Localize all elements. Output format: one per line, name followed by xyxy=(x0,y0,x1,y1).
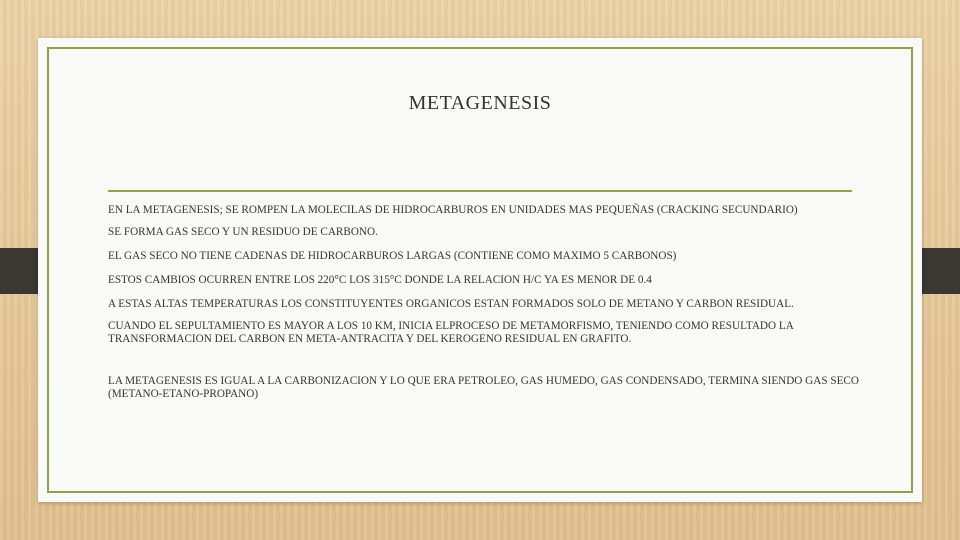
slide-card xyxy=(38,38,922,502)
paragraph: A ESTAS ALTAS TEMPERATURAS LOS CONSTITUYENTES ORGANICOS ESTAN FORMADOS SOLO DE METANO Y CARBON RESIDUAL. xyxy=(108,298,794,310)
paragraph: SE FORMA GAS SECO Y UN RESIDUO DE CARBONO. xyxy=(108,226,378,238)
slide-title: METAGENESIS xyxy=(408,92,552,114)
paragraph: ESTOS CAMBIOS OCURREN ENTRE LOS 220°C LOS 315°C DONDE LA RELACION H/C YA ES MENOR DE 0.4 xyxy=(108,274,652,286)
paragraph: CUANDO EL SEPULTAMIENTO ES MAYOR A LOS 10 KM, INICIA ELPROCESO DE METAMORFISMO, TENIENDO COMO RESULTADO LA TRANSFORMACION DEL CARBON EN META-ANTRACITA Y DEL KEROGENO RESIDUAL EN GRAFITO. xyxy=(108,320,794,345)
paragraph: EL GAS SECO NO TIENE CADENAS DE HIDROCARBUROS LARGAS (CONTIENE COMO MAXIMO 5 CARBONOS) xyxy=(108,250,677,262)
paragraph: LA METAGENESIS ES IGUAL A LA CARBONIZACION Y LO QUE ERA PETROLEO, GAS HUMEDO, GAS CONDENSADO, TERMINA SIENDO GAS SECO (METANO-ETANO-PROPANO) xyxy=(108,375,859,400)
paragraph: EN LA METAGENESIS; SE ROMPEN LA MOLECILAS DE HIDROCARBUROS EN UNIDADES MAS PEQUEÑAS (CRACKING SECUNDARIO) xyxy=(108,204,798,216)
slide-body xyxy=(108,204,868,401)
title-divider xyxy=(108,190,852,192)
